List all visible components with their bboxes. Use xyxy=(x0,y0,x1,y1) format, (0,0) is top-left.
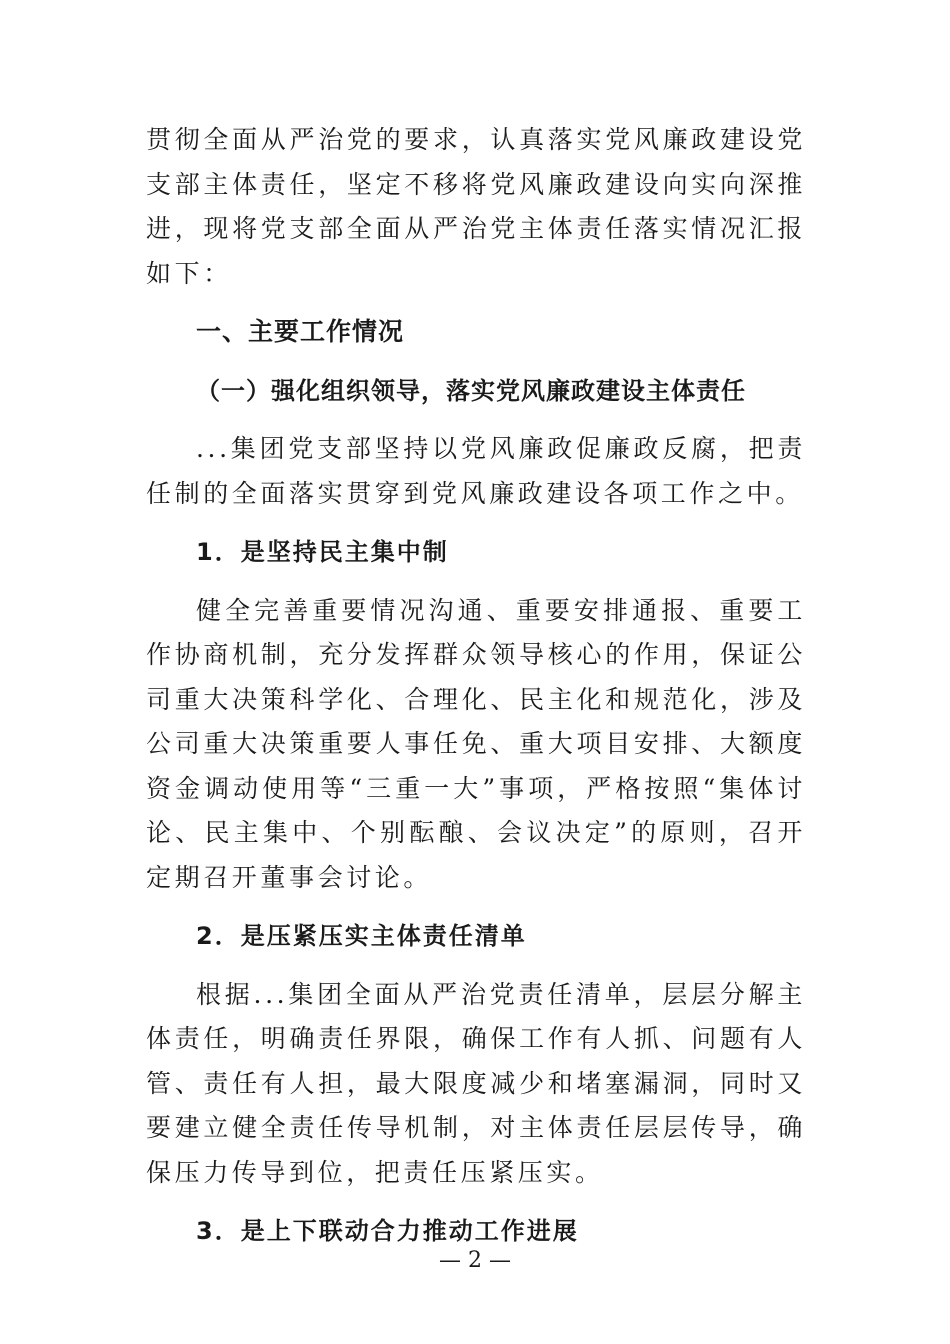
document-body xyxy=(146,118,806,1254)
page-number: — 2 — xyxy=(439,1248,511,1273)
section-heading-main-work: 一、主要工作情况 xyxy=(196,317,405,346)
intro-paragraph: 贯彻全面从严治党的要求，认真落实党风廉政建设党支部主体责任，坚定不移将党风廉政建设向实向深推进，现将党支部全面从严治党主体责任落实情况汇报如下： xyxy=(146,125,806,288)
subsection-heading-organization: （一）强化组织领导，落实党风廉政建设主体责任 xyxy=(196,376,746,405)
item-paragraph-2: 根据...集团全面从严治党责任清单，层层分解主体责任，明确责任界限，确保工作有人抓、问题有人管、责任有人担，最大限度减少和堵塞漏洞，同时又要建立健全责任传导机制，对主体责任层层传导，确保压力传导到位，把责任压紧压实。 xyxy=(146,979,806,1187)
item-heading-1: 1．是坚持民主集中制 xyxy=(196,538,449,566)
item-paragraph-1: 健全完善重要情况沟通、重要安排通报、重要工作协商机制，充分发挥群众领导核心的作用，保证公司重大决策科学化、合理化、民主化和规范化，涉及公司重大决策重要人事任免、重大项目安排、大额度资金调动使用等“三重一大”事项，严格按照“集体讨论、民主集中、个别酝酿、会议决定”的原则，召开定期召开董事会讨论。 xyxy=(146,595,806,892)
item-heading-3: 3．是上下联动合力推动工作进展 xyxy=(196,1217,579,1245)
subsection-paragraph: ...集团党支部坚持以党风廉政促廉政反腐，把责任制的全面落实贯穿到党风廉政建设各项工作之中。 xyxy=(146,434,806,508)
item-heading-2: 2．是压紧压实主体责任清单 xyxy=(196,922,527,950)
